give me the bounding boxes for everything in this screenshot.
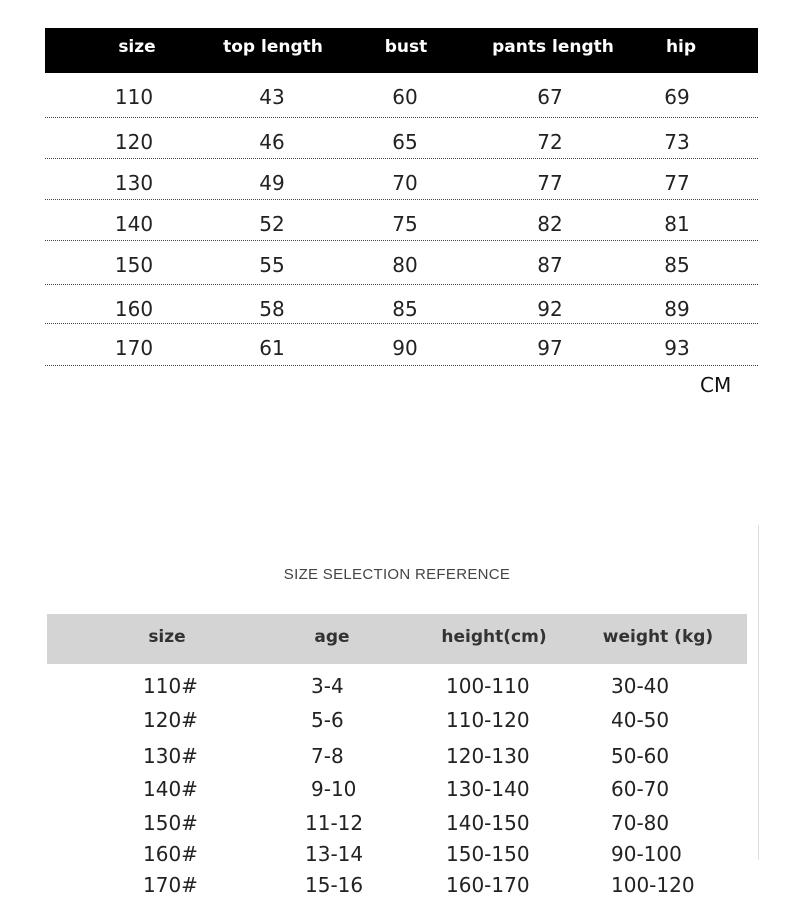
cell-hip: 81 [664, 212, 690, 236]
cell-age: 15-16 [305, 873, 364, 897]
table-row [0, 811, 790, 839]
cell-age: 13-14 [305, 842, 364, 866]
cell-height: 150-150 [446, 842, 530, 866]
cell-bust: 90 [392, 336, 418, 360]
table-row [0, 674, 790, 702]
unit-label: CM [700, 373, 732, 397]
cell-hip: 89 [664, 297, 690, 321]
cell-height: 110-120 [446, 708, 530, 732]
measurement-table [45, 28, 758, 366]
cell-bust: 60 [392, 85, 418, 109]
cell-age: 11-12 [305, 811, 364, 835]
cell-top-length: 61 [259, 336, 285, 360]
cell-hip: 69 [664, 85, 690, 109]
cell-pants-length: 92 [537, 297, 563, 321]
cell-bust: 65 [392, 130, 418, 154]
cell-hip: 73 [664, 130, 690, 154]
cell-hip: 77 [664, 171, 690, 195]
cell-height: 140-150 [446, 811, 530, 835]
cell-bust: 70 [392, 171, 418, 195]
cell-hip: 93 [664, 336, 690, 360]
cell-weight: 50-60 [611, 744, 670, 768]
cell-weight: 30-40 [611, 674, 670, 698]
cell-pants-length: 67 [537, 85, 563, 109]
cell-size: 170# [143, 873, 198, 897]
table-row [0, 842, 790, 870]
cell-weight: 40-50 [611, 708, 670, 732]
cell-weight: 60-70 [611, 777, 670, 801]
cell-size: 110 [114, 85, 154, 109]
cell-size: 150# [143, 811, 198, 835]
header-hip: hip [665, 37, 697, 57]
header-height: height(cm) [441, 627, 547, 647]
cell-bust: 85 [392, 297, 418, 321]
cell-age: 7-8 [311, 744, 344, 768]
cell-size: 150 [114, 253, 154, 277]
table-row [45, 118, 758, 159]
cell-bust: 80 [392, 253, 418, 277]
header-top-length: top length [223, 37, 323, 57]
size-reference-title: SIZE SELECTION REFERENCE [283, 566, 511, 583]
cell-age: 9-10 [311, 777, 357, 801]
cell-size: 170 [114, 336, 154, 360]
table-row [0, 708, 790, 736]
cell-hip: 85 [664, 253, 690, 277]
table-row [0, 744, 790, 772]
cell-top-length: 49 [259, 171, 285, 195]
cell-height: 120-130 [446, 744, 530, 768]
cell-pants-length: 82 [537, 212, 563, 236]
table-row [45, 200, 758, 241]
table-row [45, 285, 758, 324]
header-bust: bust [384, 37, 428, 57]
cell-height: 160-170 [446, 873, 530, 897]
cell-pants-length: 87 [537, 253, 563, 277]
cell-size: 130# [143, 744, 198, 768]
cell-size: 160 [114, 297, 154, 321]
cell-pants-length: 97 [537, 336, 563, 360]
table-row [45, 159, 758, 200]
size-reference-header [47, 614, 747, 664]
header-pants-length: pants length [492, 37, 614, 57]
header-age: age [314, 627, 350, 647]
table-row [0, 873, 790, 901]
cell-height: 100-110 [446, 674, 530, 698]
header-weight: weight (kg) [602, 627, 714, 647]
table-row [45, 324, 758, 366]
cell-top-length: 43 [259, 85, 285, 109]
cell-bust: 75 [392, 212, 418, 236]
cell-size: 130 [114, 171, 154, 195]
cell-age: 3-4 [311, 674, 344, 698]
cell-top-length: 55 [259, 253, 285, 277]
cell-size: 120 [114, 130, 154, 154]
cell-size: 140 [114, 212, 154, 236]
measurement-table-header [45, 28, 758, 73]
cell-pants-length: 72 [537, 130, 563, 154]
cell-top-length: 52 [259, 212, 285, 236]
cell-weight: 90-100 [611, 842, 682, 866]
cell-top-length: 46 [259, 130, 285, 154]
table-row [45, 73, 758, 118]
cell-pants-length: 77 [537, 171, 563, 195]
table-row [0, 777, 790, 805]
cell-size: 110# [143, 674, 198, 698]
cell-size: 160# [143, 842, 198, 866]
cell-size: 120# [143, 708, 198, 732]
cell-height: 130-140 [446, 777, 530, 801]
cell-age: 5-6 [311, 708, 344, 732]
table-row [45, 241, 758, 285]
header-size: size [118, 37, 156, 57]
header-size: size [148, 627, 186, 647]
cell-weight: 100-120 [611, 873, 695, 897]
cell-weight: 70-80 [611, 811, 670, 835]
cell-top-length: 58 [259, 297, 285, 321]
cell-size: 140# [143, 777, 198, 801]
